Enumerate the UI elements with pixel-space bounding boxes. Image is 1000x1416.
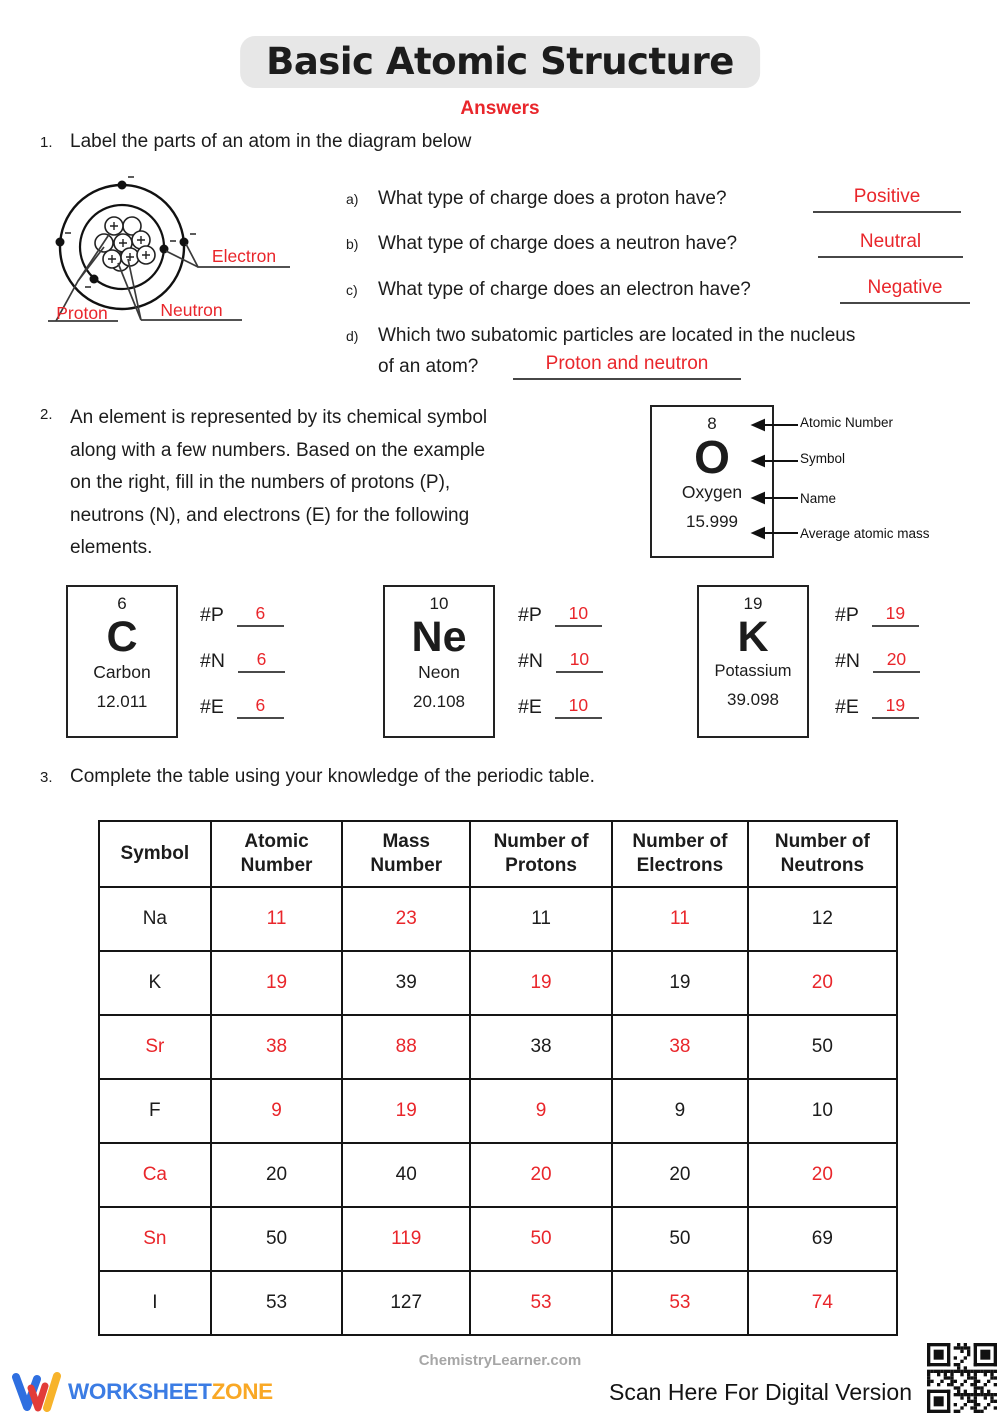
table-row: [99, 1079, 897, 1143]
table-cell: Sn: [99, 1207, 211, 1271]
table-cell: 20: [211, 1143, 343, 1207]
table-cell: 11: [612, 887, 748, 951]
table-cell: 11: [211, 887, 343, 951]
potassium-atomic-number: 19: [743, 594, 763, 613]
table-cell: 19: [612, 951, 748, 1015]
q1c-answer: Negative: [840, 277, 970, 304]
q1c-text: What type of charge does an electron have?: [378, 279, 751, 300]
element-card-potassium: [697, 585, 809, 738]
table-cell: 19: [211, 951, 343, 1015]
q1a-letter: a): [346, 191, 359, 207]
potassium-name: Potassium: [714, 662, 792, 680]
table-row: [99, 1015, 897, 1079]
carbon-protons-answer: 6: [237, 603, 284, 627]
protons-field-label: #P: [835, 604, 859, 626]
site-credit: ChemistryLearner.com: [418, 1352, 582, 1369]
carbon-atomic-number: 6: [117, 594, 127, 613]
table-cell: 9: [612, 1079, 748, 1143]
table-cell: 39: [342, 951, 470, 1015]
q1d-answer: Proton and neutron: [513, 353, 741, 380]
table-cell: 20: [470, 1143, 612, 1207]
table-cell: 53: [211, 1271, 343, 1335]
neon-name: Neon: [418, 662, 460, 682]
table-cell: 50: [748, 1015, 897, 1079]
oxygen-mass: 15.999: [686, 512, 738, 531]
logo-wordmark: [68, 1379, 273, 1405]
periodic-table-body: [99, 887, 897, 1335]
electrons-field-label: #E: [518, 696, 542, 718]
table-cell: 119: [342, 1207, 470, 1271]
q3-number: 3.: [40, 769, 53, 786]
q2-number: 2.: [40, 406, 53, 423]
worksheetzone-logo-icon: [12, 1370, 62, 1414]
carbon-symbol: C: [106, 613, 138, 661]
table-cell: 53: [470, 1271, 612, 1335]
neon-mass: 20.108: [413, 692, 465, 711]
carbon-neutrons-answer: 6: [238, 649, 285, 673]
carbon-mass: 12.011: [96, 692, 148, 711]
q2-prompt-line: An element is represented by its chemical symbol: [70, 407, 488, 428]
callout-atomic-number: Atomic Number: [800, 415, 894, 430]
q1b-answer: Neutral: [818, 231, 963, 258]
potassium-symbol: K: [737, 613, 769, 661]
carbon-name: Carbon: [93, 662, 151, 682]
page-title: Basic Atomic Structure: [240, 36, 760, 88]
callout-arrows: [750, 405, 802, 557]
callout-symbol: Symbol: [800, 451, 846, 466]
table-cell: 53: [612, 1271, 748, 1335]
q1-number: 1.: [40, 134, 53, 151]
logo-word-zone: ZONE: [211, 1379, 273, 1404]
table-header-row: [99, 821, 897, 887]
neutron-label: Neutron: [160, 300, 223, 320]
q1-prompt: Label the parts of an atom in the diagram below: [70, 131, 472, 152]
table-cell: 19: [470, 951, 612, 1015]
logo-word-worksheet: WORKSHEET: [68, 1379, 212, 1404]
q1a-text: What type of charge does a proton have?: [378, 188, 727, 209]
electrons-field-label: #E: [200, 696, 224, 718]
table-cell: 127: [342, 1271, 470, 1335]
table-cell: 40: [342, 1143, 470, 1207]
worksheetzone-logo: [12, 1370, 273, 1414]
table-cell: 50: [211, 1207, 343, 1271]
table-cell: 20: [748, 951, 897, 1015]
table-row: [99, 1207, 897, 1271]
atom-diagram: [38, 163, 350, 335]
oxygen-atomic-number: 8: [707, 414, 717, 433]
callout-name: Name: [800, 491, 837, 506]
carbon-pne-fields: [200, 595, 350, 733]
qr-code: [927, 1343, 997, 1413]
neutrons-field-label: #N: [835, 650, 860, 672]
neon-electrons-answer: 10: [555, 695, 602, 719]
table-row: [99, 951, 897, 1015]
header-number-of-electrons: Number of Electrons: [612, 821, 748, 887]
potassium-neutrons-answer: 20: [873, 649, 920, 673]
callout-average-atomic-mass: Average atomic mass: [800, 526, 930, 541]
neutrons-field-label: #N: [200, 650, 225, 672]
q1d-letter: d): [346, 328, 359, 344]
neon-symbol: Ne: [411, 613, 467, 661]
table-cell: Ca: [99, 1143, 211, 1207]
scan-here-text: Scan Here For Digital Version: [609, 1379, 912, 1405]
protons-field-label: #P: [200, 604, 224, 626]
table-cell: K: [99, 951, 211, 1015]
q2-prompt: [70, 402, 487, 565]
periodic-table: [98, 820, 898, 1336]
element-card-carbon: [66, 585, 178, 738]
oxygen-symbol: O: [694, 431, 730, 483]
table-cell: 10: [748, 1079, 897, 1143]
table-cell: 11: [470, 887, 612, 951]
table-cell: 9: [470, 1079, 612, 1143]
table-cell: 38: [470, 1015, 612, 1079]
answers-label: Answers: [460, 98, 540, 119]
electron-label: Electron: [211, 246, 277, 266]
carbon-electrons-answer: 6: [237, 695, 284, 719]
header-mass-number: Mass Number: [342, 821, 470, 887]
table-cell: 88: [342, 1015, 470, 1079]
q2-prompt-line: along with a few numbers. Based on the example: [70, 439, 486, 461]
table-cell: Sr: [99, 1015, 211, 1079]
table-cell: 12: [748, 887, 897, 951]
q1c-letter: c): [346, 282, 358, 298]
table-cell: I: [99, 1271, 211, 1335]
table-cell: 23: [342, 887, 470, 951]
header-symbol: Symbol: [99, 821, 211, 887]
q1b-text: What type of charge does a neutron have?: [378, 233, 738, 254]
protons-field-label: #P: [518, 604, 542, 626]
table-cell: 38: [211, 1015, 343, 1079]
neutrons-field-label: #N: [518, 650, 543, 672]
potassium-mass: 39.098: [727, 690, 779, 709]
q1a-answer: Positive: [813, 186, 961, 213]
neon-protons-answer: 10: [555, 603, 602, 627]
table-cell: 69: [748, 1207, 897, 1271]
q2-prompt-line: elements.: [70, 537, 153, 558]
header-number-of-neutrons: Number of Neutrons: [748, 821, 897, 887]
oxygen-name: Oxygen: [681, 482, 743, 502]
table-cell: Na: [99, 887, 211, 951]
header-atomic-number: Atomic Number: [211, 821, 343, 887]
q1d-text-line2: of an atom?: [378, 356, 479, 377]
table-cell: 38: [612, 1015, 748, 1079]
table-cell: F: [99, 1079, 211, 1143]
table-cell: 19: [342, 1079, 470, 1143]
q2-prompt-line: on the right, fill in the numbers of protons (P),: [70, 472, 451, 493]
potassium-pne-fields: [835, 595, 985, 733]
potassium-electrons-answer: 19: [872, 695, 919, 719]
table-cell: 20: [612, 1143, 748, 1207]
electrons-field-label: #E: [835, 696, 859, 718]
potassium-protons-answer: 19: [872, 603, 919, 627]
proton-label: Proton: [56, 303, 108, 323]
neon-atomic-number: 10: [429, 594, 449, 613]
table-row: [99, 887, 897, 951]
table-row: [99, 1143, 897, 1207]
table-row: [99, 1271, 897, 1335]
element-card-neon: [383, 585, 495, 738]
neon-neutrons-answer: 10: [556, 649, 603, 673]
neon-pne-fields: [518, 595, 668, 733]
table-cell: 9: [211, 1079, 343, 1143]
q1d-text-line1: Which two subatomic particles are located in the nucleus: [378, 325, 856, 346]
table-cell: 50: [470, 1207, 612, 1271]
header-number-of-protons: Number of Protons: [470, 821, 612, 887]
q2-prompt-line: neutrons (N), and electrons (E) for the following: [70, 504, 470, 526]
q3-prompt: Complete the table using your knowledge of the periodic table.: [70, 766, 595, 787]
table-cell: 20: [748, 1143, 897, 1207]
q1b-letter: b): [346, 236, 359, 252]
table-cell: 50: [612, 1207, 748, 1271]
table-cell: 74: [748, 1271, 897, 1335]
